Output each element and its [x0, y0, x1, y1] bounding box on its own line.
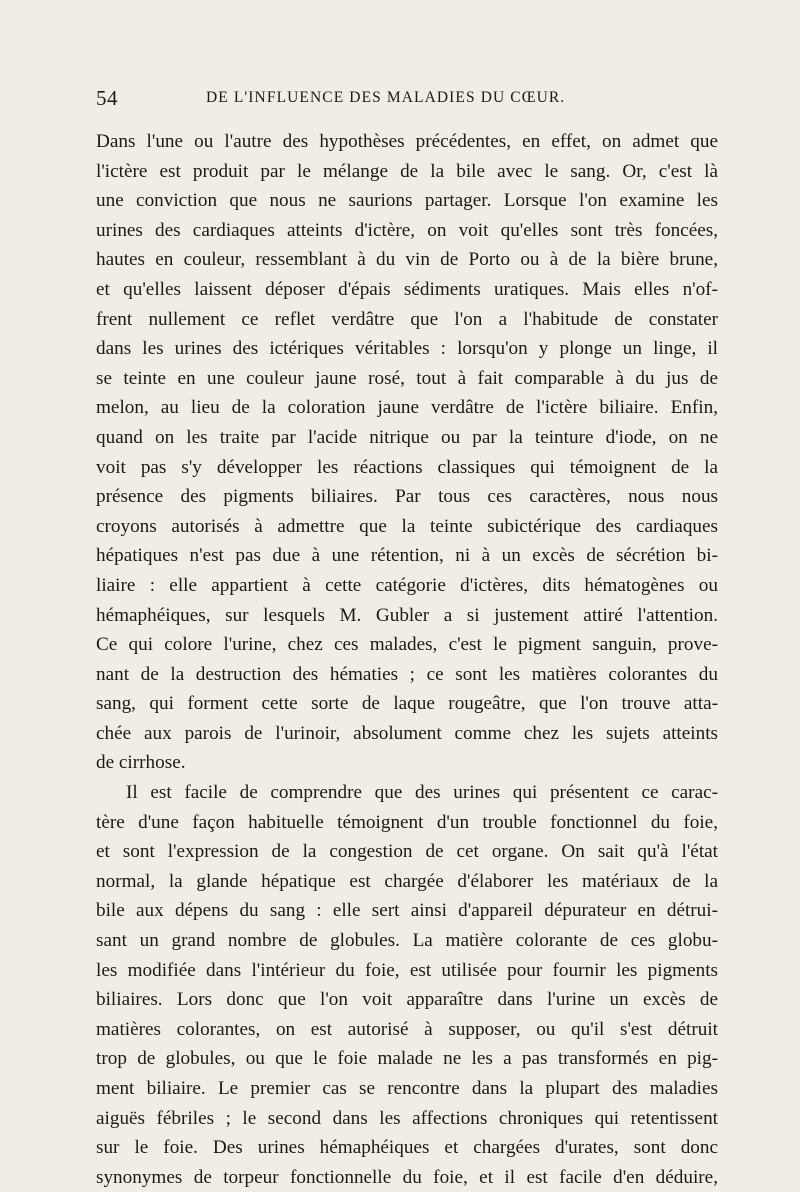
text-line: ment biliaire. Le premier cas se rencontre dans la plupart des maladies: [96, 1078, 718, 1099]
paragraph-start-line: Il est facile de comprendre que des urines qui présentent ce carac-: [126, 782, 718, 804]
running-head: [96, 86, 722, 116]
text-line: sang, qui forment cette sorte de laque rougeâtre, que l'on trouve atta-: [96, 693, 718, 715]
text-line: hémaphéiques, sur lesquels M. Gubler a si justement attiré l'attention.: [96, 604, 718, 626]
text-line: normal, la glande hépatique est chargée d'élaborer les matériaux de la: [96, 870, 718, 892]
text-line: les modifiée dans l'intérieur du foie, est utilisée pour fournir les pigments: [96, 959, 718, 981]
text-line: bile aux dépens du sang : elle sert ainsi d'appareil dépurateur en détrui-: [96, 900, 718, 922]
text-line: urines des cardiaques atteints d'ictère, on voit qu'elles sont très foncées,: [96, 219, 718, 241]
text-line: se teinte en une couleur jaune rosé, tout à fait comparable à du jus de: [96, 367, 718, 389]
text-line: sur le foie. Des urines hémaphéiques et chargées d'urates, sont donc: [96, 1137, 718, 1159]
text-line: hautes en couleur, ressemblant à du vin de Porto ou à de la bière brune,: [96, 249, 718, 271]
text-line: Ce qui colore l'urine, chez ces malades, c'est le pigment sanguin, prove-: [96, 634, 718, 656]
text-line: Dans l'une ou l'autre des hypothèses précédentes, en effet, on admet que: [96, 131, 718, 152]
text-line: et sont l'expression de la congestion de cet organe. On sait qu'à l'état: [96, 841, 718, 863]
text-line: liaire : elle appartient à cette catégorie d'ictères, dits hématogènes ou: [96, 574, 718, 596]
text-line: chée aux parois de l'urinoir, absolument comme chez les sujets atteints: [96, 722, 718, 744]
text-line: voit pas s'y développer les réactions classiques qui témoignent de la: [96, 456, 718, 478]
page-number: 54: [96, 86, 118, 110]
text-line: tère d'une façon habituelle témoignent d'un trouble fonctionnel du foie,: [96, 811, 718, 833]
body-text: [96, 127, 718, 1192]
text-line: croyons autorisés à admettre que la teinte subictérique des cardiaques: [96, 515, 718, 537]
text-line: quand on les traite par l'acide nitrique ou par la teinture d'iode, on ne: [96, 426, 718, 448]
text-line: matières colorantes, on est autorisé à supposer, ou qu'il s'est détruit: [96, 1018, 718, 1040]
text-line: biliaires. Lors donc que l'on voit apparaître dans l'urine un excès de: [96, 989, 718, 1011]
text-line: melon, au lieu de la coloration jaune verdâtre de l'ictère biliaire. Enfin,: [96, 397, 718, 419]
text-line: et qu'elles laissent déposer d'épais sédiments uratiques. Mais elles n'of-: [96, 278, 718, 300]
text-line: synonymes de torpeur fonctionnelle du foie, et il est facile d'en déduire,: [96, 1166, 718, 1188]
text-line: frent nullement ce reflet verdâtre que l'on a l'habitude de constater: [96, 308, 718, 330]
text-line: une conviction que nous ne saurions partager. Lorsque l'on examine les: [96, 190, 718, 212]
text-line: hépatiques n'est pas due à une rétention, ni à un excès de sécrétion bi-: [96, 545, 718, 567]
paragraph-end-line: de cirrhose.: [96, 752, 186, 774]
text-line: présence des pigments biliaires. Par tous ces caractères, nous nous: [96, 486, 718, 508]
text-line: aiguës fébriles ; le second dans les affections chroniques qui retentissent: [96, 1107, 718, 1129]
text-line: dans les urines des ictériques véritables : lorsqu'on y plonge un linge, il: [96, 338, 718, 360]
text-line: l'ictère est produit par le mélange de la bile avec le sang. Or, c'est là: [96, 160, 718, 182]
text-line: trop de globules, ou que le foie malade ne les a pas transformés en pig-: [96, 1048, 718, 1070]
text-line: nant de la destruction des hématies ; ce sont les matières colorantes du: [96, 663, 718, 685]
text-line: sant un grand nombre de globules. La matière colorante de ces globu-: [96, 930, 718, 952]
running-title: DE L'INFLUENCE DES MALADIES DU CŒUR.: [206, 89, 566, 106]
